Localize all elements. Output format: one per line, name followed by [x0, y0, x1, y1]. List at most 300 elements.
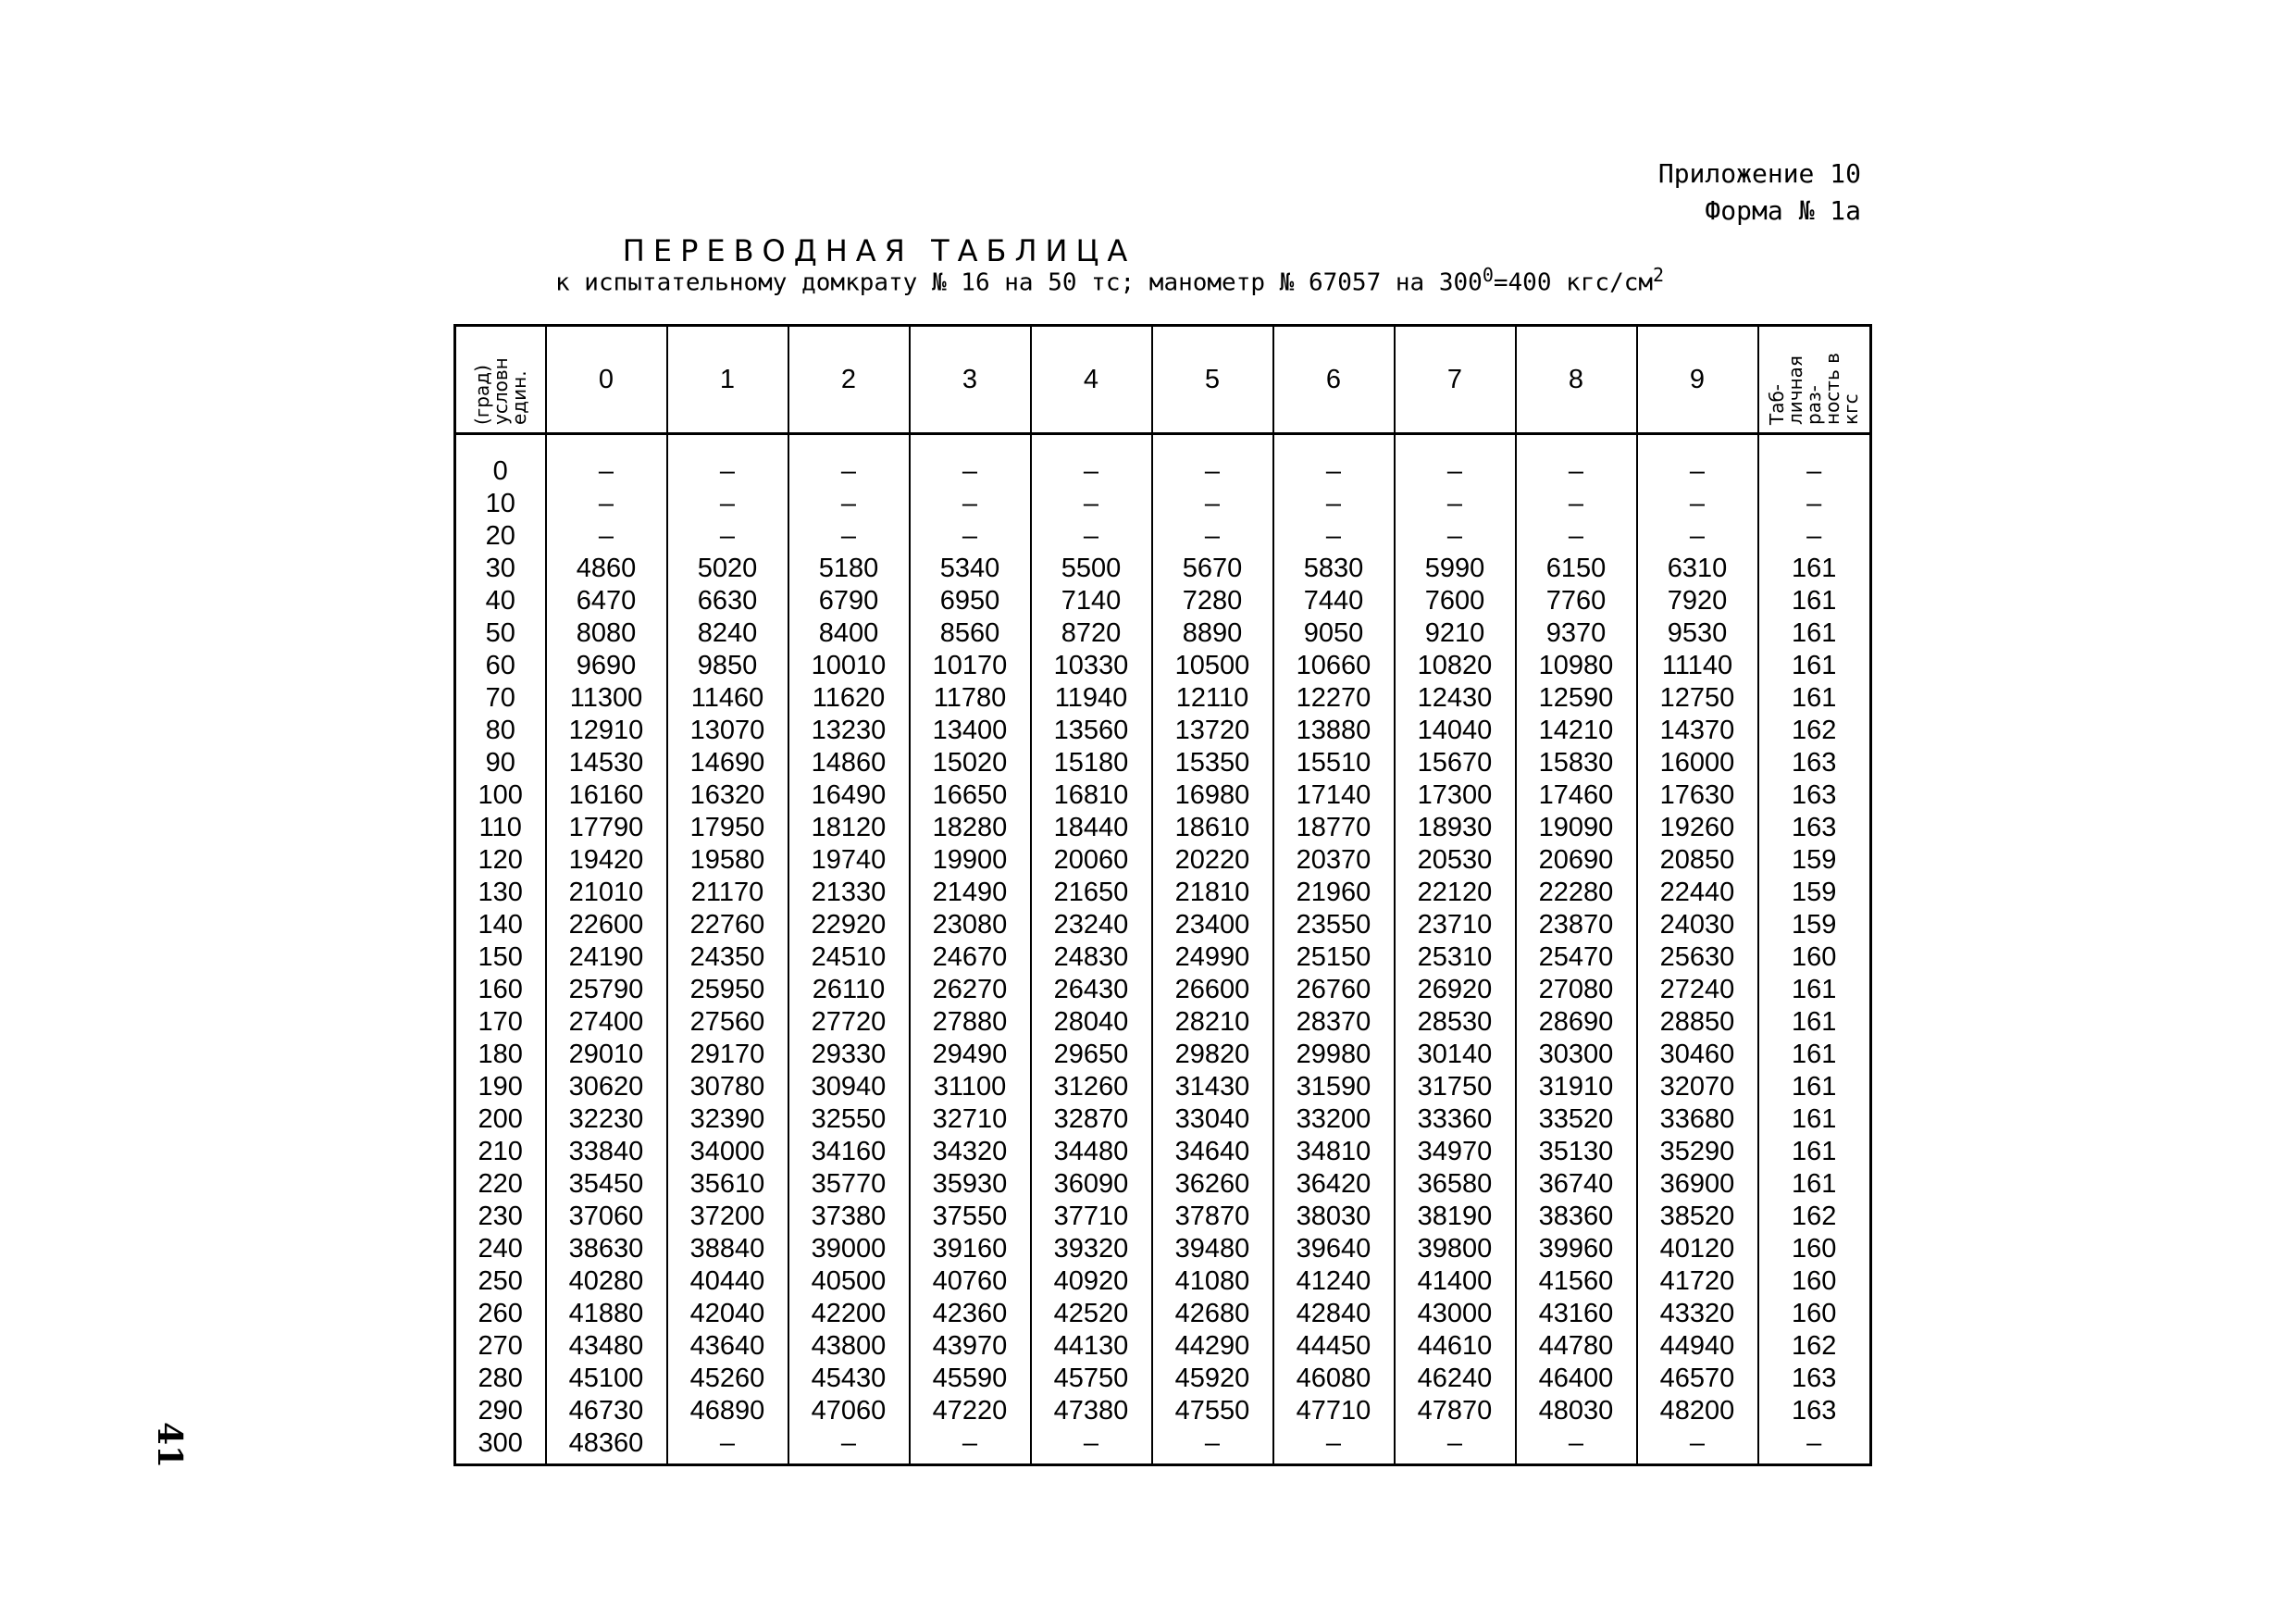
table-cell: 31590 — [1273, 1071, 1395, 1103]
table-cell: 36420 — [1273, 1168, 1395, 1201]
table-cell: 11300 — [546, 682, 667, 715]
table-cell: 37550 — [910, 1201, 1031, 1233]
difference-cell: 161 — [1758, 1136, 1871, 1168]
difference-cell: 161 — [1758, 1103, 1871, 1136]
difference-cell: 161 — [1758, 1039, 1871, 1071]
table-cell: 14860 — [788, 747, 910, 779]
row-label-cell: 200 — [478, 1104, 523, 1134]
table-cell: 10500 — [1152, 650, 1273, 682]
table-cell: 15180 — [1031, 747, 1152, 779]
table-cell: 18610 — [1152, 812, 1273, 844]
table-cell: 43800 — [788, 1330, 910, 1363]
table-cell: 5500 — [1031, 553, 1152, 585]
table-cell: 13560 — [1031, 715, 1152, 747]
table-cell: 38840 — [667, 1233, 788, 1265]
table-cell: 23240 — [1031, 909, 1152, 941]
table-cell: 11620 — [788, 682, 910, 715]
table-cell: 25310 — [1395, 941, 1516, 974]
difference-cell: 161 — [1758, 974, 1871, 1006]
table-cell: 13880 — [1273, 715, 1395, 747]
table-row — [455, 747, 1871, 779]
table-cell: – — [1152, 520, 1273, 553]
difference-cell: 163 — [1758, 1363, 1871, 1395]
table-cell: – — [1273, 1427, 1395, 1465]
table-cell: 22120 — [1395, 877, 1516, 909]
table-cell: 40920 — [1031, 1265, 1152, 1298]
table-cell: 18930 — [1395, 812, 1516, 844]
table-cell: 13720 — [1152, 715, 1273, 747]
difference-cell: 161 — [1758, 1168, 1871, 1201]
table-cell: 25470 — [1516, 941, 1637, 974]
header-table-difference — [1758, 326, 1871, 434]
table-cell: 28370 — [1273, 1006, 1395, 1039]
table-cell: 44130 — [1031, 1330, 1152, 1363]
row-label-cell: 120 — [478, 845, 523, 875]
table-row — [455, 1395, 1871, 1427]
table-cell: 6950 — [910, 585, 1031, 617]
table-row — [455, 779, 1871, 812]
row-label-cell: 270 — [478, 1331, 523, 1361]
table-row — [455, 617, 1871, 650]
table-row — [455, 1298, 1871, 1330]
table-cell: – — [667, 488, 788, 520]
table-cell: 30780 — [667, 1071, 788, 1103]
table-cell: 32710 — [910, 1103, 1031, 1136]
difference-cell: 162 — [1758, 1201, 1871, 1233]
table-cell: 26920 — [1395, 974, 1516, 1006]
table-row — [455, 909, 1871, 941]
row-label-cell: 290 — [478, 1396, 523, 1426]
table-cell: 28210 — [1152, 1006, 1273, 1039]
difference-cell: 160 — [1758, 1265, 1871, 1298]
table-cell: 16810 — [1031, 779, 1152, 812]
table-cell: 44940 — [1637, 1330, 1758, 1363]
table-cell: 10170 — [910, 650, 1031, 682]
table-cell: 31100 — [910, 1071, 1031, 1103]
table-cell: – — [1273, 434, 1395, 489]
table-cell: 13230 — [788, 715, 910, 747]
table-cell: 6790 — [788, 585, 910, 617]
table-cell: 21330 — [788, 877, 910, 909]
table-cell: 19090 — [1516, 812, 1637, 844]
table-cell: 29490 — [910, 1039, 1031, 1071]
table-cell: 41560 — [1516, 1265, 1637, 1298]
header-conditional-units-label: (град) условн един. — [470, 357, 530, 425]
table-cell: 44450 — [1273, 1330, 1395, 1363]
table-cell: 27720 — [788, 1006, 910, 1039]
difference-cell: 160 — [1758, 941, 1871, 974]
table-cell: 46400 — [1516, 1363, 1637, 1395]
row-label-cell: 220 — [478, 1169, 523, 1199]
table-cell: 33040 — [1152, 1103, 1273, 1136]
column-header-4: 4 — [1031, 326, 1152, 434]
table-row — [455, 682, 1871, 715]
table-cell: 43000 — [1395, 1298, 1516, 1330]
table-cell: 40440 — [667, 1265, 788, 1298]
table-cell: 36740 — [1516, 1168, 1637, 1201]
table-cell: 42680 — [1152, 1298, 1273, 1330]
table-cell: 21960 — [1273, 877, 1395, 909]
table-row — [455, 1427, 1871, 1465]
table-cell: 20220 — [1152, 844, 1273, 877]
table-row — [455, 650, 1871, 682]
row-label-cell: 60 — [485, 651, 515, 680]
page-number: 41 — [150, 1421, 190, 1469]
table-cell: 20690 — [1516, 844, 1637, 877]
table-cell: 25630 — [1637, 941, 1758, 974]
difference-cell: 162 — [1758, 715, 1871, 747]
table-cell: 23080 — [910, 909, 1031, 941]
table-cell: 5340 — [910, 553, 1031, 585]
column-header-2: 2 — [788, 326, 910, 434]
table-cell: 40120 — [1637, 1233, 1758, 1265]
table-cell: 29170 — [667, 1039, 788, 1071]
row-label-cell: 180 — [478, 1040, 523, 1069]
table-cell: 26600 — [1152, 974, 1273, 1006]
table-cell: – — [910, 1427, 1031, 1465]
table-cell: 27080 — [1516, 974, 1637, 1006]
difference-cell: 160 — [1758, 1298, 1871, 1330]
difference-cell: 162 — [1758, 1330, 1871, 1363]
table-cell: 6630 — [667, 585, 788, 617]
table-cell: 18120 — [788, 812, 910, 844]
table-cell: 8080 — [546, 617, 667, 650]
table-cell: 34480 — [1031, 1136, 1152, 1168]
table-cell: 46240 — [1395, 1363, 1516, 1395]
row-label-cell: 0 — [492, 456, 508, 486]
table-cell: 33840 — [546, 1136, 667, 1168]
table-cell: 19900 — [910, 844, 1031, 877]
table-cell: 47550 — [1152, 1395, 1273, 1427]
table-cell: 22280 — [1516, 877, 1637, 909]
difference-cell: 159 — [1758, 877, 1871, 909]
table-cell: 17950 — [667, 812, 788, 844]
table-cell: 12590 — [1516, 682, 1637, 715]
table-cell: 47710 — [1273, 1395, 1395, 1427]
table-cell: 4860 — [546, 553, 667, 585]
table-cell: 41240 — [1273, 1265, 1395, 1298]
table-cell: 21170 — [667, 877, 788, 909]
table-cell: 16160 — [546, 779, 667, 812]
table-cell: – — [667, 434, 788, 489]
table-cell: 17460 — [1516, 779, 1637, 812]
table-cell: 25790 — [546, 974, 667, 1006]
table-row — [455, 488, 1871, 520]
table-cell: 8240 — [667, 617, 788, 650]
row-label-cell: 170 — [478, 1007, 523, 1037]
table-cell: 10660 — [1273, 650, 1395, 682]
table-cell: 45100 — [546, 1363, 667, 1395]
table-cell: 11780 — [910, 682, 1031, 715]
table-cell: 38360 — [1516, 1201, 1637, 1233]
table-cell: 48030 — [1516, 1395, 1637, 1427]
table-cell: 29820 — [1152, 1039, 1273, 1071]
table-row — [455, 844, 1871, 877]
table-cell: 12270 — [1273, 682, 1395, 715]
table-cell: 21490 — [910, 877, 1031, 909]
table-cell: 27560 — [667, 1006, 788, 1039]
table-cell: 27400 — [546, 1006, 667, 1039]
subtitle-text: к испытательному домкрату № 16 на 50 тс; манометр № 67057 на 300 — [555, 268, 1483, 297]
table-cell: 37380 — [788, 1201, 910, 1233]
table-row — [455, 1168, 1871, 1201]
table-cell: 12750 — [1637, 682, 1758, 715]
table-cell: 38630 — [546, 1233, 667, 1265]
degree-mark: 0 — [1482, 264, 1494, 286]
table-cell: 32550 — [788, 1103, 910, 1136]
conversion-table-wrapper — [453, 324, 1872, 1466]
table-cell: 29330 — [788, 1039, 910, 1071]
table-cell: 38190 — [1395, 1201, 1516, 1233]
table-cell: 28850 — [1637, 1006, 1758, 1039]
row-label-cell: 30 — [485, 554, 515, 583]
table-cell: 42360 — [910, 1298, 1031, 1330]
table-cell: 43480 — [546, 1330, 667, 1363]
difference-cell: 163 — [1758, 1395, 1871, 1427]
table-cell: 9370 — [1516, 617, 1637, 650]
table-cell: 44780 — [1516, 1330, 1637, 1363]
table-cell: 39960 — [1516, 1233, 1637, 1265]
table-cell: – — [1152, 434, 1273, 489]
table-cell: 9530 — [1637, 617, 1758, 650]
table-row — [455, 585, 1871, 617]
row-label-cell: 280 — [478, 1364, 523, 1393]
table-cell: 29650 — [1031, 1039, 1152, 1071]
table-cell: 12430 — [1395, 682, 1516, 715]
table-cell: 31750 — [1395, 1071, 1516, 1103]
table-cell: 29980 — [1273, 1039, 1395, 1071]
row-label-cell: 240 — [478, 1234, 523, 1264]
difference-cell: – — [1758, 488, 1871, 520]
table-cell: 7600 — [1395, 585, 1516, 617]
table-cell: 34320 — [910, 1136, 1031, 1168]
table-row — [455, 1039, 1871, 1071]
table-row — [455, 1201, 1871, 1233]
table-cell: 45920 — [1152, 1363, 1273, 1395]
table-cell: 21810 — [1152, 877, 1273, 909]
table-cell: 14040 — [1395, 715, 1516, 747]
column-header-8: 8 — [1516, 326, 1637, 434]
table-cell: 18280 — [910, 812, 1031, 844]
table-cell: 19740 — [788, 844, 910, 877]
table-cell: 13400 — [910, 715, 1031, 747]
table-cell: 24830 — [1031, 941, 1152, 974]
table-cell: 6150 — [1516, 553, 1637, 585]
table-cell: 44610 — [1395, 1330, 1516, 1363]
table-cell: 10330 — [1031, 650, 1152, 682]
row-label-cell: 260 — [478, 1299, 523, 1328]
table-cell: 35130 — [1516, 1136, 1637, 1168]
table-cell: 29010 — [546, 1039, 667, 1071]
table-cell: 16000 — [1637, 747, 1758, 779]
table-cell: 42520 — [1031, 1298, 1152, 1330]
row-label-cell: 160 — [478, 975, 523, 1004]
table-cell: 9850 — [667, 650, 788, 682]
row-label-cell: 210 — [478, 1137, 523, 1166]
table-cell: 17630 — [1637, 779, 1758, 812]
column-header-9: 9 — [1637, 326, 1758, 434]
table-row — [455, 1136, 1871, 1168]
table-cell: – — [1031, 488, 1152, 520]
table-cell: 16980 — [1152, 779, 1273, 812]
row-label-cell: 100 — [478, 780, 523, 810]
table-row — [455, 941, 1871, 974]
table-cell: 20850 — [1637, 844, 1758, 877]
table-cell: 39640 — [1273, 1233, 1395, 1265]
table-cell: 30460 — [1637, 1039, 1758, 1071]
table-cell: 26270 — [910, 974, 1031, 1006]
table-cell: 21010 — [546, 877, 667, 909]
table-cell: 39320 — [1031, 1233, 1152, 1265]
difference-cell: 163 — [1758, 812, 1871, 844]
table-cell: 36900 — [1637, 1168, 1758, 1201]
table-cell: 33520 — [1516, 1103, 1637, 1136]
table-cell: 22760 — [667, 909, 788, 941]
table-cell: – — [788, 1427, 910, 1465]
row-label-cell: 130 — [478, 878, 523, 907]
table-row — [455, 1363, 1871, 1395]
table-cell: 44290 — [1152, 1330, 1273, 1363]
table-cell: 15020 — [910, 747, 1031, 779]
table-cell: 20060 — [1031, 844, 1152, 877]
table-cell: – — [1273, 488, 1395, 520]
table-cell: 24990 — [1152, 941, 1273, 974]
form-number: Форма № 1а — [1705, 195, 1861, 226]
table-cell: 40280 — [546, 1265, 667, 1298]
table-cell: 7440 — [1273, 585, 1395, 617]
table-cell: 7920 — [1637, 585, 1758, 617]
table-cell: 23870 — [1516, 909, 1637, 941]
table-cell: 24670 — [910, 941, 1031, 974]
table-cell: 39000 — [788, 1233, 910, 1265]
table-cell: – — [1637, 520, 1758, 553]
table-cell: – — [1637, 488, 1758, 520]
subtitle-pressure: =400 кгс/см — [1493, 268, 1654, 297]
table-cell: – — [1152, 1427, 1273, 1465]
table-cell: 28530 — [1395, 1006, 1516, 1039]
table-body — [455, 434, 1871, 1465]
table-cell: 16650 — [910, 779, 1031, 812]
table-cell: – — [1637, 434, 1758, 489]
table-cell: 22440 — [1637, 877, 1758, 909]
table-cell: – — [1395, 488, 1516, 520]
table-cell: 45430 — [788, 1363, 910, 1395]
table-cell: 45750 — [1031, 1363, 1152, 1395]
table-cell: 22600 — [546, 909, 667, 941]
table-cell: 42840 — [1273, 1298, 1395, 1330]
table-cell: 18770 — [1273, 812, 1395, 844]
column-header-3: 3 — [910, 326, 1031, 434]
table-cell: 43640 — [667, 1330, 788, 1363]
table-cell: – — [1395, 1427, 1516, 1465]
table-cell: 34160 — [788, 1136, 910, 1168]
table-row — [455, 520, 1871, 553]
table-cell: 14690 — [667, 747, 788, 779]
table-cell: 35450 — [546, 1168, 667, 1201]
table-cell: 6310 — [1637, 553, 1758, 585]
table-cell: 40500 — [788, 1265, 910, 1298]
table-cell: 9690 — [546, 650, 667, 682]
table-cell: 46890 — [667, 1395, 788, 1427]
table-cell: 32870 — [1031, 1103, 1152, 1136]
table-cell: 14370 — [1637, 715, 1758, 747]
table-cell: 23400 — [1152, 909, 1273, 941]
table-cell: 34810 — [1273, 1136, 1395, 1168]
table-cell: 28040 — [1031, 1006, 1152, 1039]
table-cell: 46570 — [1637, 1363, 1758, 1395]
table-row — [455, 1071, 1871, 1103]
table-cell: 17300 — [1395, 779, 1516, 812]
table-cell: – — [1516, 520, 1637, 553]
table-cell: – — [910, 488, 1031, 520]
difference-cell: 161 — [1758, 553, 1871, 585]
table-cell: 13070 — [667, 715, 788, 747]
table-cell: 11940 — [1031, 682, 1152, 715]
table-cell: – — [667, 1427, 788, 1465]
table-cell: – — [1395, 520, 1516, 553]
table-cell: 36090 — [1031, 1168, 1152, 1201]
row-label-cell: 10 — [485, 489, 515, 518]
table-cell: 23550 — [1273, 909, 1395, 941]
table-cell: 38520 — [1637, 1201, 1758, 1233]
table-cell: 9210 — [1395, 617, 1516, 650]
row-label-cell: 230 — [478, 1202, 523, 1231]
table-cell: 7280 — [1152, 585, 1273, 617]
table-cell: 19420 — [546, 844, 667, 877]
table-cell: 27880 — [910, 1006, 1031, 1039]
appendix-label — [1658, 156, 1861, 230]
table-cell: 48200 — [1637, 1395, 1758, 1427]
table-cell: 38030 — [1273, 1201, 1395, 1233]
column-header-7: 7 — [1395, 326, 1516, 434]
table-cell: 15510 — [1273, 747, 1395, 779]
table-cell: 39800 — [1395, 1233, 1516, 1265]
document-title: ПЕРЕВОДНАЯ ТАБЛИЦА — [622, 233, 1136, 268]
table-cell: 43160 — [1516, 1298, 1637, 1330]
table-cell: 35610 — [667, 1168, 788, 1201]
table-cell: 31910 — [1516, 1071, 1637, 1103]
table-cell: 26430 — [1031, 974, 1152, 1006]
table-cell: 30620 — [546, 1071, 667, 1103]
table-cell: – — [1031, 1427, 1152, 1465]
row-label-cell: 140 — [478, 910, 523, 940]
table-cell: – — [546, 488, 667, 520]
difference-cell: – — [1758, 520, 1871, 553]
table-cell: 24510 — [788, 941, 910, 974]
difference-cell: 161 — [1758, 585, 1871, 617]
row-label-cell: 40 — [485, 586, 515, 616]
table-cell: 10820 — [1395, 650, 1516, 682]
table-row — [455, 812, 1871, 844]
table-cell: 10980 — [1516, 650, 1637, 682]
table-cell: 11460 — [667, 682, 788, 715]
table-row — [455, 1103, 1871, 1136]
document-subtitle — [555, 264, 1664, 297]
table-cell: 36260 — [1152, 1168, 1273, 1201]
table-cell: 47870 — [1395, 1395, 1516, 1427]
table-cell: 15830 — [1516, 747, 1637, 779]
table-cell: 32390 — [667, 1103, 788, 1136]
table-cell: 30300 — [1516, 1039, 1637, 1071]
column-header-6: 6 — [1273, 326, 1395, 434]
table-cell: 16320 — [667, 779, 788, 812]
table-cell: 35770 — [788, 1168, 910, 1201]
table-cell: 20530 — [1395, 844, 1516, 877]
table-cell: – — [1031, 520, 1152, 553]
table-cell: 40760 — [910, 1265, 1031, 1298]
table-cell: – — [1637, 1427, 1758, 1465]
difference-cell: 161 — [1758, 1071, 1871, 1103]
